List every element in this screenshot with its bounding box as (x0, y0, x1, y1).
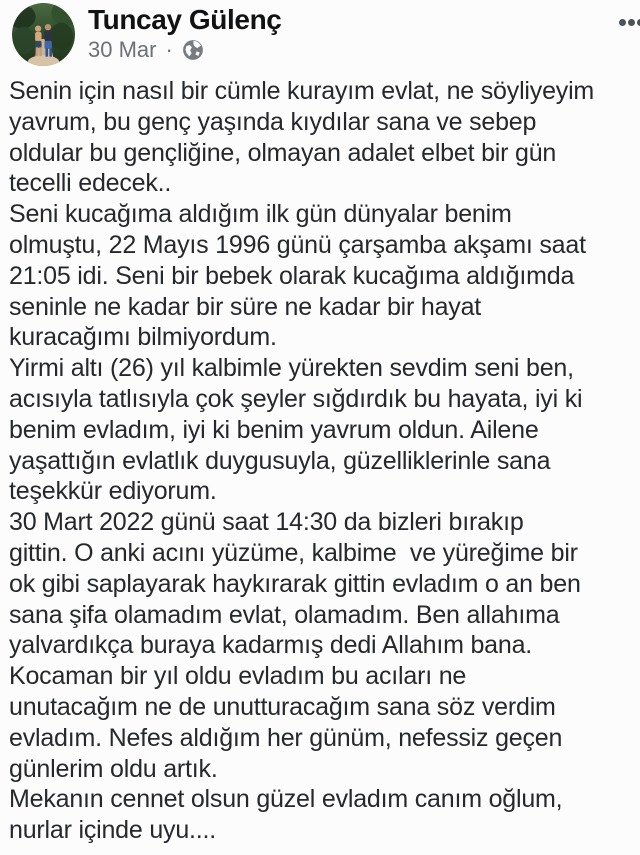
more-options-icon (628, 19, 635, 26)
post-text-line: Mekanın cennet olsun güzel evladım canım oğlum, (9, 785, 563, 814)
post-text-line: Kocaman bir yıl oldu evladım bu acıları ne (9, 662, 467, 691)
more-options-button[interactable] (619, 19, 640, 26)
post-text-line: teşekkür ediyorum. (9, 477, 217, 506)
avatar[interactable] (12, 3, 75, 66)
post-text-line: benim evladım, iyi ki benim yavrum oldun. Ailene (9, 415, 539, 444)
post-text-line: nurlar içinde uyu.... (9, 816, 217, 845)
globe-icon (182, 39, 204, 61)
post-text-line: gittin. O anki acını yüzüme, kalbime ve yüreğime bir (9, 538, 578, 567)
post-text-line: oldular bu gençliğine, olmayan adalet elbet bir gün (9, 138, 557, 167)
post-header (0, 0, 640, 77)
meta-separator: · (165, 37, 173, 62)
post-text-line: evladım. Nefes aldığım her günüm, nefessiz geçen (9, 723, 563, 752)
post-text-line: yaşattığın evlatlık duygusuyla, güzelliklerinle sana (9, 446, 551, 475)
post-text-line: günlerim oldu artık. (9, 754, 218, 783)
more-options-icon (619, 19, 626, 26)
post-text-line: yalvardıkça buraya kadarmış dedi Allahım bana. (9, 631, 533, 660)
post-text-line: 21:05 idi. Seni bir bebek olarak kucağıma aldığımda (9, 261, 575, 290)
post-text-line: olmuştu, 22 Mayıs 1996 günü çarşamba akşamı saat (9, 230, 586, 259)
post-text-line: Senin için nasıl bir cümle kurayım evlat, ne söyliyeyim (9, 77, 595, 105)
post-text-line: 30 Mart 2022 günü saat 14:30 da bizleri bırakıp (9, 508, 524, 537)
post-text-line: sana şifa olamadım evlat, olamadım. Ben allahıma (9, 600, 560, 629)
post-body (9, 77, 640, 847)
post-text-line: acısıyla tatlısıyla çok şeyler sığdırdık bu hayata, iyi ki (9, 384, 583, 413)
post-meta (88, 37, 204, 63)
post-text-line: ok gibi saplayarak haykırarak gittin evladım o an ben (9, 569, 581, 598)
author-name[interactable]: Tuncay Gülenç (88, 4, 282, 35)
post-text-line: Yirmi altı (26) yıl kalbimle yürekten sevdim seni ben, (9, 354, 574, 383)
post-text-line: tecelli edecek.. (9, 169, 172, 198)
timestamp[interactable]: 30 Mar (88, 37, 157, 62)
profile-photo (12, 3, 75, 66)
post-text-line: kuracağımı bilmiyordum. (9, 323, 277, 352)
post-text-line: Seni kucağıma aldığım ilk gün dünyalar benim (9, 200, 512, 229)
post-text-line: yavrum, bu genç yaşında kıydılar sana ve sebep (9, 107, 537, 136)
post-text-line: seninle ne kadar bir süre ne kadar bir hayat (9, 292, 482, 321)
post-text-line: unutacağım ne de unutturacağım sana söz verdim (9, 692, 556, 721)
